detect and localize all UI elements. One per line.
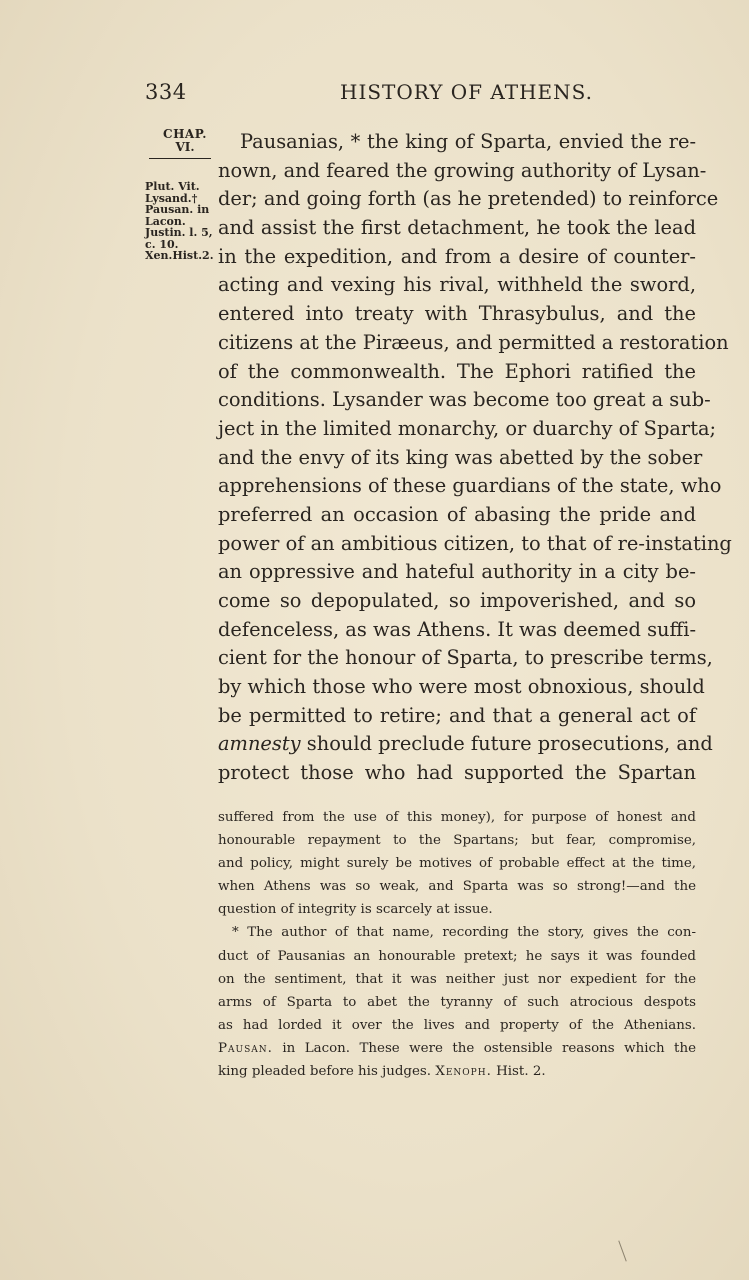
footnote-line: when Athens was so weak, and Sparta was so strong!—and the [218, 879, 696, 895]
footnote-line [218, 1037, 696, 1060]
footnote-line: arms of Sparta to abet the tyranny of such atrocious despots [218, 994, 696, 1010]
pausan-reference: Pausan. [218, 1040, 273, 1056]
text-line [218, 730, 713, 759]
footnote-line: honourable repayment to the Spartans; but fear, compromise, [218, 833, 696, 849]
footnote-line [218, 1060, 696, 1083]
running-head: HISTORY OF ATHENS. [340, 80, 593, 104]
text-line: protect those who had supported the Spartan [218, 761, 696, 785]
margin-note: c. 10. [145, 237, 179, 251]
page-number: 334 [145, 80, 187, 104]
text-line: preferred an occasion of abasing the pride and [218, 502, 696, 526]
main-text [218, 128, 732, 788]
text-line: an oppressive and hateful authority in a city be- [218, 560, 696, 584]
footnote-line: and policy, might surely be motives of probable effect at the time, [218, 856, 696, 872]
amnesty-line-rest: should preclude future prosecutions, and [300, 732, 713, 756]
footnote-line: as had lorded it over the lives and property of the Athenians. [218, 1017, 696, 1033]
text-line: come so depopulated, so impoverished, and so [218, 589, 696, 612]
paper-mark [618, 1240, 626, 1261]
text-line: entered into treaty with Thrasybulus, and the [218, 302, 696, 326]
margin-column [145, 128, 217, 262]
text-line: and assist the first detachment, he took the lead [218, 216, 696, 240]
text-line: conditions. Lysander was become too great a sub- [218, 388, 711, 412]
footnote-line: * The author of that name, recording the story, gives the con- [232, 925, 696, 941]
xenoph-reference: Xenoph. [435, 1064, 492, 1080]
chapter-label: CHAP. [163, 127, 207, 141]
text-line: acting and vexing his rival, withheld the sword, [218, 273, 696, 297]
footnote-line: duct of Pausanias an honourable pretext; he says it was founded [218, 948, 696, 964]
text-line: power of an ambitious citizen, to that of re-instating [218, 531, 732, 555]
chapter-number: VI. [175, 140, 195, 154]
footnote-line: on the sentiment, that it was neither just nor expedient for the [218, 971, 696, 987]
text-line: of the commonwealth. The Ephori ratified the [218, 359, 696, 383]
margin-notes [145, 181, 217, 262]
margin-note: Lysand.† [145, 191, 198, 205]
chapter-rule [149, 158, 211, 159]
text-line: in the expedition, and from a desire of counter- [218, 244, 696, 268]
margin-note: Lacon. [145, 214, 186, 228]
xenoph-rest: Hist. 2. [491, 1064, 546, 1080]
page-header [145, 80, 715, 110]
footnote-line: suffered from the use of this money), for purpose of honest and [218, 810, 696, 825]
margin-note: Plut. Vit. [145, 180, 200, 193]
text-line: der; and going forth (as he pretended) to reinforce [218, 187, 719, 211]
text-line: and the envy of its king was abetted by the sober [218, 445, 703, 469]
amnesty-word: amnesty [218, 732, 301, 756]
margin-note: Xen.Hist.2. [145, 249, 214, 262]
footnotes [218, 806, 696, 1083]
text-line: nown, and feared the growing authority of Lysan- [218, 158, 707, 182]
text-line: be permitted to retire; and that a general act of [218, 703, 696, 727]
text-line: ject in the limited monarchy, or duarchy of Sparta; [218, 416, 717, 440]
final-text: king pleaded before his judges. [218, 1064, 436, 1080]
text-line: cient for the honour of Sparta, to prescribe terms, [218, 646, 713, 670]
text-line: apprehensions of these guardians of the state, who [218, 474, 722, 498]
text-line: defenceless, as was Athens. It was deemed suffi- [218, 617, 697, 641]
margin-note: Justin. l. 5, [145, 226, 213, 239]
margin-note: Pausan. in [145, 203, 210, 216]
footnote-line: question of integrity is scarcely at issue. [218, 902, 493, 918]
text-line: by which those who were most obnoxious, should [218, 675, 705, 699]
text-line: Pausanias, * the king of Sparta, envied the re- [240, 130, 696, 153]
text-line: citizens at the Piræeus, and permitted a restoration [218, 330, 729, 354]
pausan-line-rest: in Lacon. These were the ostensible reasons which the [272, 1040, 696, 1056]
